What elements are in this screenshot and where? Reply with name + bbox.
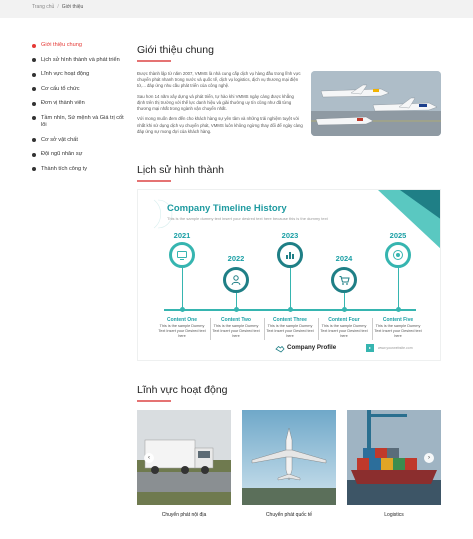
milestone-year: 2025 (389, 231, 407, 240)
sidebar-item-co-so[interactable] (32, 137, 127, 145)
sidebar-item-linh-vuc[interactable] (32, 71, 127, 79)
sidebar-item-label: Đơn vị thành viên (41, 100, 85, 107)
bullet-icon (32, 153, 36, 157)
sidebar-item-label: Cơ sở vật chất (41, 136, 78, 143)
milestone-title: Content Three (273, 317, 307, 323)
sidebar-item-lich-su[interactable] (32, 57, 127, 65)
card-logistics-label[interactable]: Logistics (384, 512, 404, 518)
breadcrumb (32, 4, 83, 10)
milestone-dot (234, 307, 239, 312)
sidebar-nav (32, 42, 127, 180)
sidebar-item-label: Thành tích công ty (41, 165, 88, 172)
milestone-title: Content Four (328, 317, 360, 323)
milestone-title: Content Two (221, 317, 251, 323)
intro-paragraph: Được thành lập từ năm 2007, VMMS là nhà cung cấp dịch vụ hàng đầu trong lĩnh vực chuyển phát nhanh trong nước và quốc tế, dịch vụ logistics, dịch vụ thương mại điện tử,... đáp ứng nhu cầu phát triển của công nghệ. (137, 71, 301, 89)
fields-title-underline (137, 400, 171, 402)
airport-planes-image (311, 71, 441, 136)
bullet-icon (32, 167, 36, 171)
milestone-dot (396, 307, 401, 312)
bullet-icon (32, 116, 36, 120)
milestone-dot (342, 307, 347, 312)
sidebar-item-doi-ngu[interactable] (32, 151, 127, 159)
history-title-underline (137, 180, 171, 182)
milestone-dot (180, 307, 185, 312)
milestone-title: Content Five (382, 317, 414, 323)
milestone-stem (398, 268, 399, 308)
milestone-year: 2022 (227, 254, 245, 263)
chart-icon (284, 249, 296, 261)
handshake-icon (275, 344, 285, 353)
sidebar-item-label: Cơ cấu tổ chức (41, 85, 80, 92)
milestone-stem (290, 268, 291, 308)
bullet-icon (32, 138, 36, 142)
next-arrow-button[interactable]: › (424, 453, 434, 463)
website-text: www.yourwebsite.com (378, 346, 413, 350)
airport-planes-illustration (311, 71, 441, 136)
sidebar-item-label: Lịch sử hình thành và phát triển (41, 56, 120, 63)
airplane-illustration (242, 410, 336, 505)
milestone-year: 2021 (173, 231, 191, 240)
sidebar-item-thanh-tich[interactable] (32, 166, 127, 174)
company-profile-label: Company Profile (287, 344, 337, 351)
user-icon (230, 274, 242, 286)
intro-text (137, 71, 303, 139)
fields-title: Lĩnh vực hoạt động (137, 384, 228, 396)
milestone-text: This is the sample Dummy Text Insert your Desired text here (158, 324, 206, 339)
intro-title: Giới thiệu chung (137, 44, 214, 56)
sidebar-item-label: Giới thiệu chung (41, 42, 82, 48)
milestone-circle (223, 267, 249, 293)
milestone-text: This is the sample Dummy Text Insert your Desired text here (212, 324, 260, 339)
timeline-subtitle: This is the sample dummy text insert your desired text here because this is the dummy text (167, 216, 328, 221)
prev-arrow-button[interactable]: ‹ (144, 453, 154, 463)
bullet-icon (32, 87, 36, 91)
milestone-year: 2024 (335, 254, 353, 263)
history-title: Lịch sử hình thành (137, 164, 225, 176)
milestone-year: 2023 (281, 231, 299, 240)
milestone-stem (344, 293, 345, 308)
milestone-circle (169, 242, 195, 268)
milestone-title: Content One (167, 317, 197, 323)
sidebar-item-co-cau[interactable] (32, 86, 127, 94)
cart-icon (338, 274, 350, 286)
sidebar-item-label: Lĩnh vực hoạt động (41, 71, 90, 78)
website-badge-icon: ▸ (366, 344, 374, 352)
card-domestic-label[interactable]: Chuyển phát nội địa (161, 512, 207, 518)
card-international-image[interactable] (242, 410, 336, 505)
milestone-text: This is the sample Dummy Text Insert your Desired text here (374, 324, 422, 339)
milestone-circle (277, 242, 303, 268)
sidebar-item-don-vi[interactable] (32, 100, 127, 108)
intro-paragraph: Với mong muốn đem đến cho khách hàng sự yên tâm và những trải nghiệm tuyệt vời nhất khi sử dụng dịch vụ chuyển phát, VMMS luôn không ngừng thay đổi để ngày càng đáp ứng sự mong đợi của khách hàng. (137, 116, 303, 134)
milestone-dot (288, 307, 293, 312)
target-icon (392, 249, 404, 261)
bullet-icon (32, 44, 36, 48)
bullet-icon (32, 73, 36, 77)
milestone-stem (182, 268, 183, 308)
intro-title-underline (137, 60, 171, 62)
card-international-label[interactable]: Chuyển phát quốc tế (265, 512, 313, 518)
milestone-circle (331, 267, 357, 293)
bullet-icon (32, 102, 36, 106)
breadcrumb-current: Giới thiệu (61, 4, 84, 10)
milestone-text: This is the sample Dummy Text Insert your Desired text here (320, 324, 368, 339)
bullet-icon (32, 58, 36, 62)
sidebar-item-gioi-thieu-chung[interactable] (32, 42, 127, 50)
milestone-circle (385, 242, 411, 268)
monitor-icon (176, 249, 188, 261)
company-timeline-graphic (137, 189, 441, 361)
sidebar-item-label: Tầm nhìn, Sứ mệnh và Giá trị cốt lõi (41, 114, 124, 129)
timeline-title: Company Timeline History (167, 203, 287, 214)
intro-paragraph: Sau hơn 14 năm xây dựng và phát triển, tự hào khi VMMS ngày càng được khẳng định trên thị trường với thế lực danh hiệu và giải thưởng uy tín cũng như đã từng thương mại nhất trong ngành vận chuyển nhất. (137, 93, 294, 112)
milestone-text: This is the sample Dummy Text Insert your Desired text here (266, 324, 314, 339)
breadcrumb-separator: / (57, 4, 59, 10)
milestone-stem (236, 293, 237, 308)
sidebar-item-label: Đội ngũ nhân sự (41, 151, 83, 158)
breadcrumb-home[interactable]: Trang chủ (32, 4, 55, 10)
sidebar-item-tam-nhin[interactable] (32, 115, 127, 130)
